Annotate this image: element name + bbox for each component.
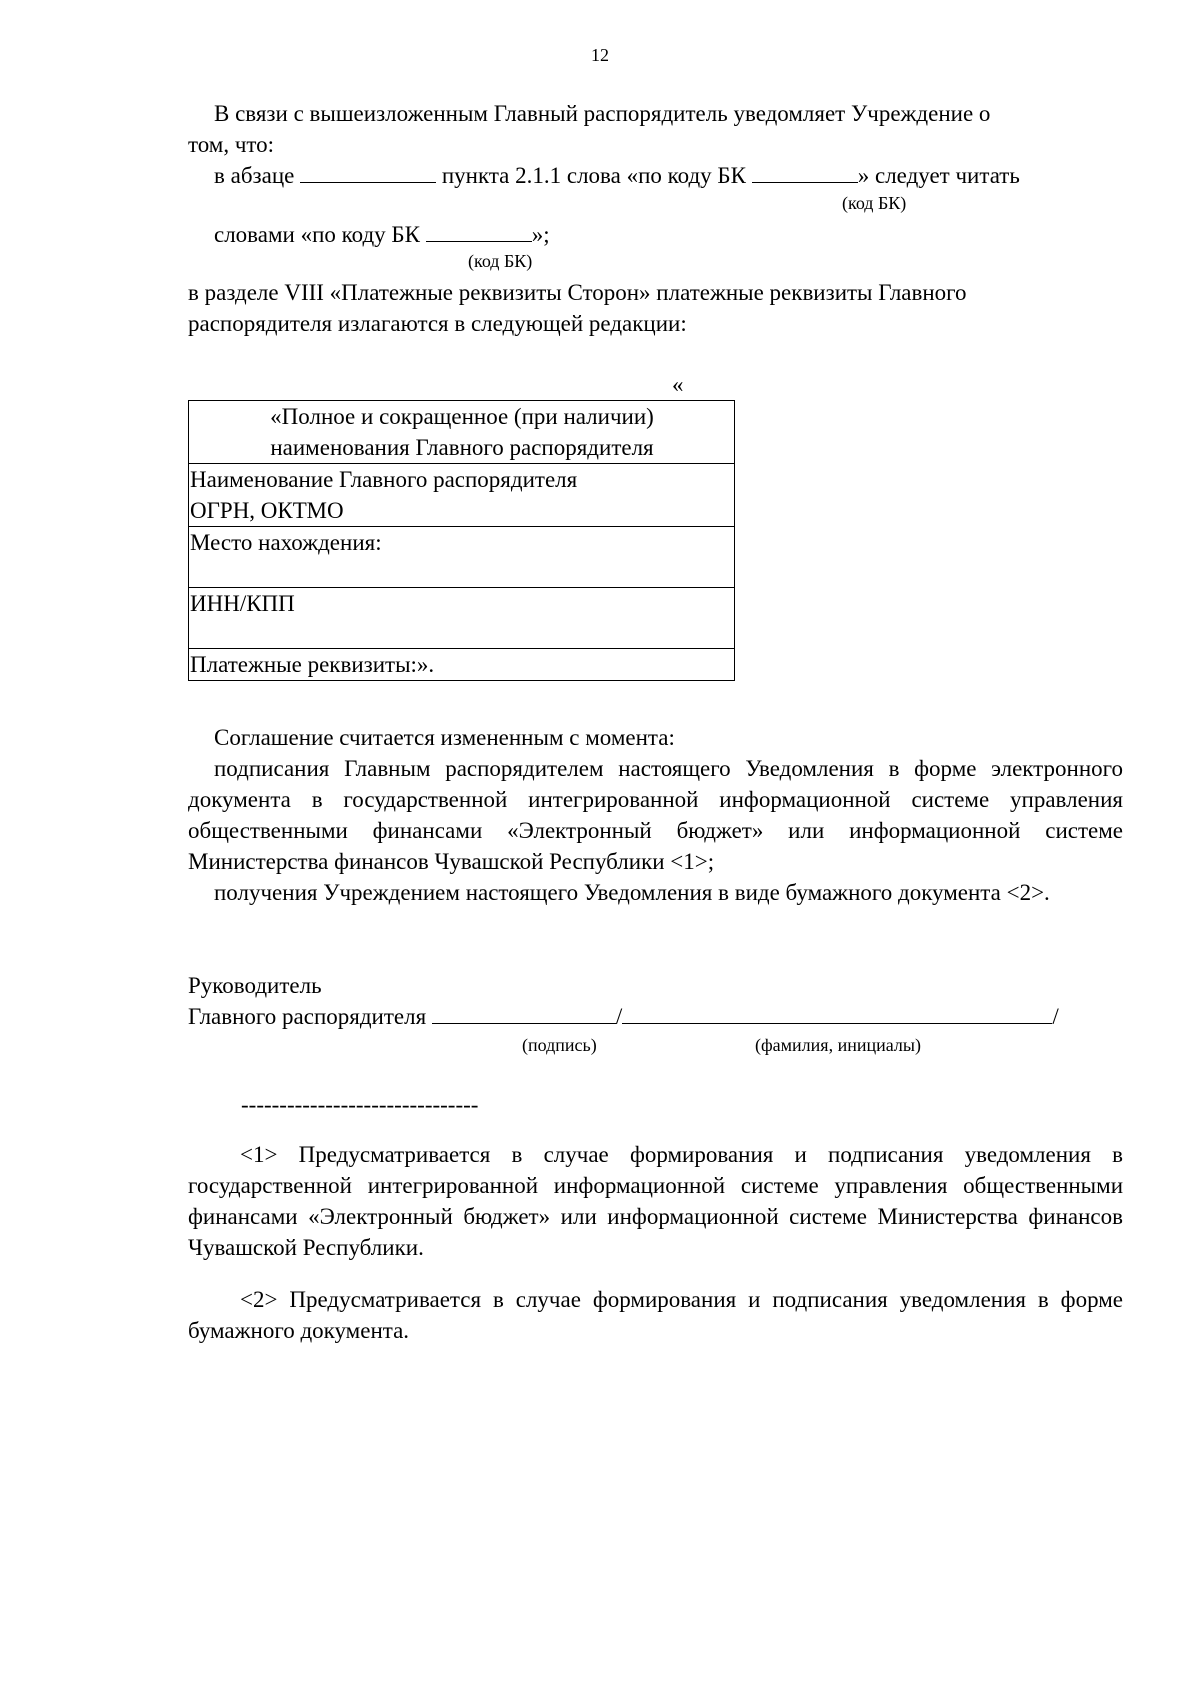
table-header-cell <box>189 401 735 464</box>
amend2-suffix: »; <box>531 222 550 247</box>
section8-line-2: распорядителя излагаются в следующей редакции: <box>188 311 687 336</box>
table-row <box>189 464 735 527</box>
signature-title-1: Руководитель <box>188 973 322 998</box>
name-hint: (фамилия, инициалы) <box>755 1035 921 1055</box>
table-header-line-2: наименования Главного распорядителя <box>270 435 654 460</box>
signature-title-2: Главного распорядителя <box>188 1004 427 1029</box>
table-cell-name <box>189 464 735 527</box>
agreement-item-1: подписания Главным распорядителем настоящего Уведомления в форме электронного документа в государственной интегрированной информационной системе управления общественными финансами «Электронный бюджет» или информационной системе Министерства финансов Чувашской Республики <1>; <box>188 756 1123 874</box>
amend1-prefix: в абзаце <box>214 163 295 188</box>
paragraph-number-blank[interactable] <box>300 162 436 183</box>
intro-line-2: том, что: <box>188 132 275 157</box>
table-cell-location: Место нахождения: <box>189 527 735 588</box>
amend2-prefix: словами «по коду БК <box>214 222 420 247</box>
table-row <box>189 401 735 464</box>
amend2-hint: (код БК) <box>468 251 533 271</box>
open-quote: « <box>672 372 684 397</box>
agreement-title: Соглашение считается измененным с момента: <box>214 725 675 750</box>
amend1-hint: (код БК) <box>842 193 907 213</box>
row1-line-1: Наименование Главного распорядителя <box>190 467 578 492</box>
old-bk-code-blank[interactable] <box>752 162 858 183</box>
new-bk-code-blank[interactable] <box>426 221 532 242</box>
signature-slash-1: / <box>615 1004 623 1029</box>
requisites-table <box>188 400 735 681</box>
amend2-line <box>214 219 550 250</box>
page-number: 12 <box>591 45 609 65</box>
agreement-item-2: получения Учреждением настоящего Уведомления в виде бумажного документа <2>. <box>214 880 1050 905</box>
row1-line-2: ОГРН, ОКТМО <box>190 498 344 523</box>
signature-line <box>188 1001 1059 1032</box>
amend1-middle: пункта 2.1.1 слова «по коду БК <box>441 163 746 188</box>
footnote-2: <2> Предусматривается в случае формирования и подписания уведомления в форме бумажного документа. <box>188 1287 1123 1343</box>
signature-slash-2: / <box>1052 1004 1059 1029</box>
table-row <box>189 649 735 681</box>
amend1-suffix: » следует читать <box>857 163 1020 188</box>
name-initials-blank[interactable] <box>622 1003 1052 1024</box>
signature-hint: (подпись) <box>522 1035 597 1055</box>
table-row <box>189 527 735 588</box>
table-cell-payment: Платежные реквизиты:». <box>189 649 735 681</box>
table-cell-inn-kpp: ИНН/КПП <box>189 588 735 649</box>
footnote-1: <1> Предусматривается в случае формирования и подписания уведомления в государственной интегрированной информационной системе управления общественными финансами «Электронный бюджет» или информационной системе Министерства финансов Чувашской Республики. <box>188 1142 1123 1260</box>
amend1-line <box>214 160 1020 191</box>
section8-line-1: в разделе VIII «Платежные реквизиты Сторон» платежные реквизиты Главного <box>188 280 967 305</box>
intro-line-1: В связи с вышеизложенным Главный распорядитель уведомляет Учреждение о <box>214 101 991 126</box>
table-header-line-1: «Полное и сокращенное (при наличии) <box>270 404 654 429</box>
footnote-separator: ------------------------------- <box>241 1092 479 1117</box>
table-row <box>189 588 735 649</box>
signature-blank[interactable] <box>432 1003 616 1024</box>
